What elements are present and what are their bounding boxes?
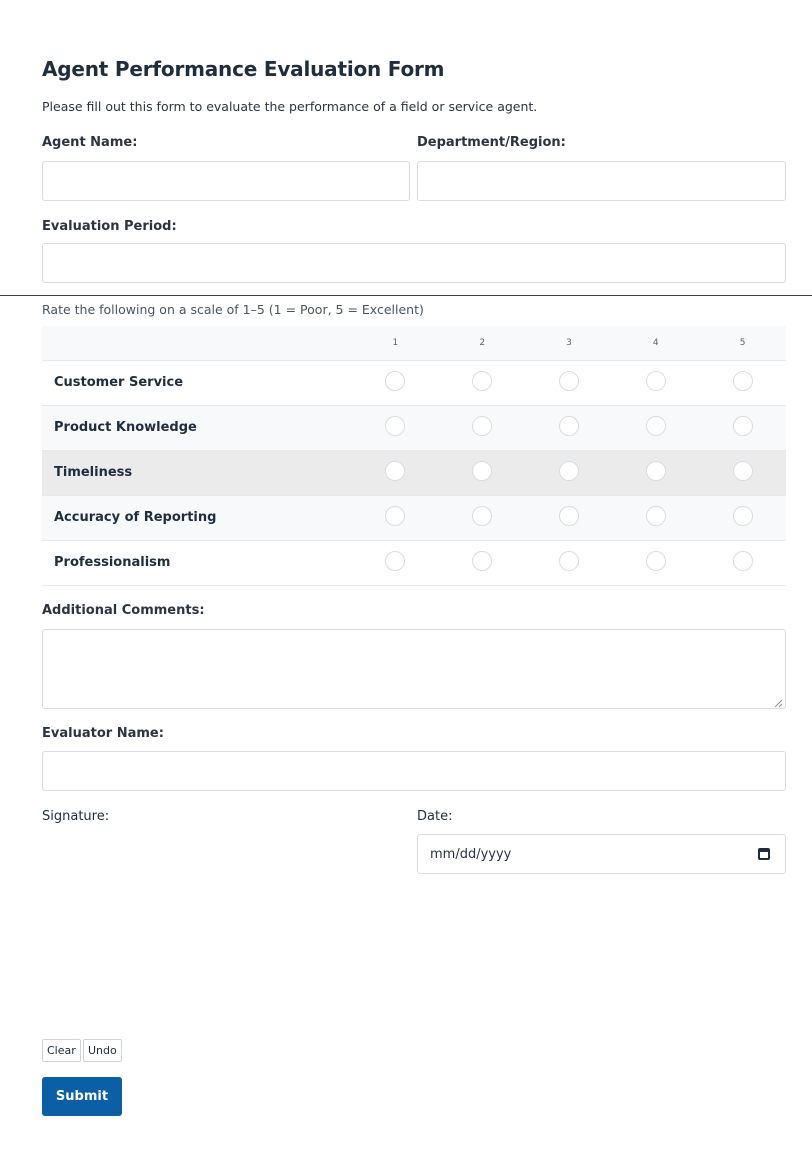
rating-row-accuracy-of-reporting [42,495,786,540]
resize-grip-icon[interactable] [774,699,783,708]
radio-customer-service-1[interactable] [385,371,405,391]
signature-pad[interactable] [42,832,402,1032]
radio-professionalism-5[interactable] [733,551,753,571]
evaluation-period-input[interactable] [42,243,786,283]
section-divider [0,295,812,296]
evaluation-period-label: Evaluation Period: [42,219,177,234]
calendar-icon[interactable] [758,848,770,860]
signature-label: Signature: [42,809,110,824]
radio-customer-service-5[interactable] [733,371,753,391]
radio-accuracy-3[interactable] [559,506,579,526]
comments-textarea[interactable] [42,629,786,709]
criterion-label: Timeliness [42,450,352,495]
rating-matrix [42,326,786,586]
criterion-label: Accuracy of Reporting [42,495,352,540]
radio-accuracy-2[interactable] [472,506,492,526]
scale-header-5: 5 [699,326,786,360]
date-input[interactable] [417,834,786,874]
submit-button[interactable]: Submit [42,1077,122,1116]
scale-header-3: 3 [526,326,613,360]
radio-accuracy-4[interactable] [646,506,666,526]
agent-name-input[interactable] [42,161,410,201]
date-label: Date: [417,809,453,824]
radio-professionalism-2[interactable] [472,551,492,571]
rating-row-timeliness [42,450,786,495]
radio-product-knowledge-1[interactable] [385,416,405,436]
rating-instructions: Rate the following on a scale of 1–5 (1 = Poor, 5 = Excellent) [42,302,424,317]
radio-timeliness-4[interactable] [646,461,666,481]
radio-product-knowledge-5[interactable] [733,416,753,436]
radio-customer-service-2[interactable] [472,371,492,391]
department-label: Department/Region: [417,135,566,150]
rating-scale-header [42,326,786,360]
criterion-label: Product Knowledge [42,405,352,450]
page-title: Agent Performance Evaluation Form [42,57,445,81]
comments-label: Additional Comments: [42,603,205,618]
radio-accuracy-5[interactable] [733,506,753,526]
scale-header-2: 2 [439,326,526,360]
scale-header-1: 1 [352,326,439,360]
agent-name-label: Agent Name: [42,135,138,150]
radio-professionalism-4[interactable] [646,551,666,571]
rating-row-product-knowledge [42,405,786,450]
radio-product-knowledge-2[interactable] [472,416,492,436]
evaluator-name-input[interactable] [42,751,786,791]
radio-customer-service-3[interactable] [559,371,579,391]
date-placeholder: mm/dd/yyyy [430,847,512,862]
rating-row-customer-service [42,360,786,405]
radio-timeliness-1[interactable] [385,461,405,481]
criterion-label: Professionalism [42,540,352,585]
undo-signature-button[interactable]: Undo [83,1039,122,1062]
radio-professionalism-1[interactable] [385,551,405,571]
radio-product-knowledge-4[interactable] [646,416,666,436]
radio-product-knowledge-3[interactable] [559,416,579,436]
form-intro: Please fill out this form to evaluate the performance of a field or service agent. [42,99,538,114]
radio-timeliness-3[interactable] [559,461,579,481]
radio-timeliness-5[interactable] [733,461,753,481]
matrix-corner [42,326,352,360]
scale-header-4: 4 [612,326,699,360]
criterion-label: Customer Service [42,360,352,405]
radio-professionalism-3[interactable] [559,551,579,571]
evaluator-label: Evaluator Name: [42,726,164,741]
clear-signature-button[interactable]: Clear [42,1039,81,1062]
department-input[interactable] [417,161,786,201]
radio-timeliness-2[interactable] [472,461,492,481]
radio-accuracy-1[interactable] [385,506,405,526]
radio-customer-service-4[interactable] [646,371,666,391]
rating-row-professionalism [42,540,786,585]
